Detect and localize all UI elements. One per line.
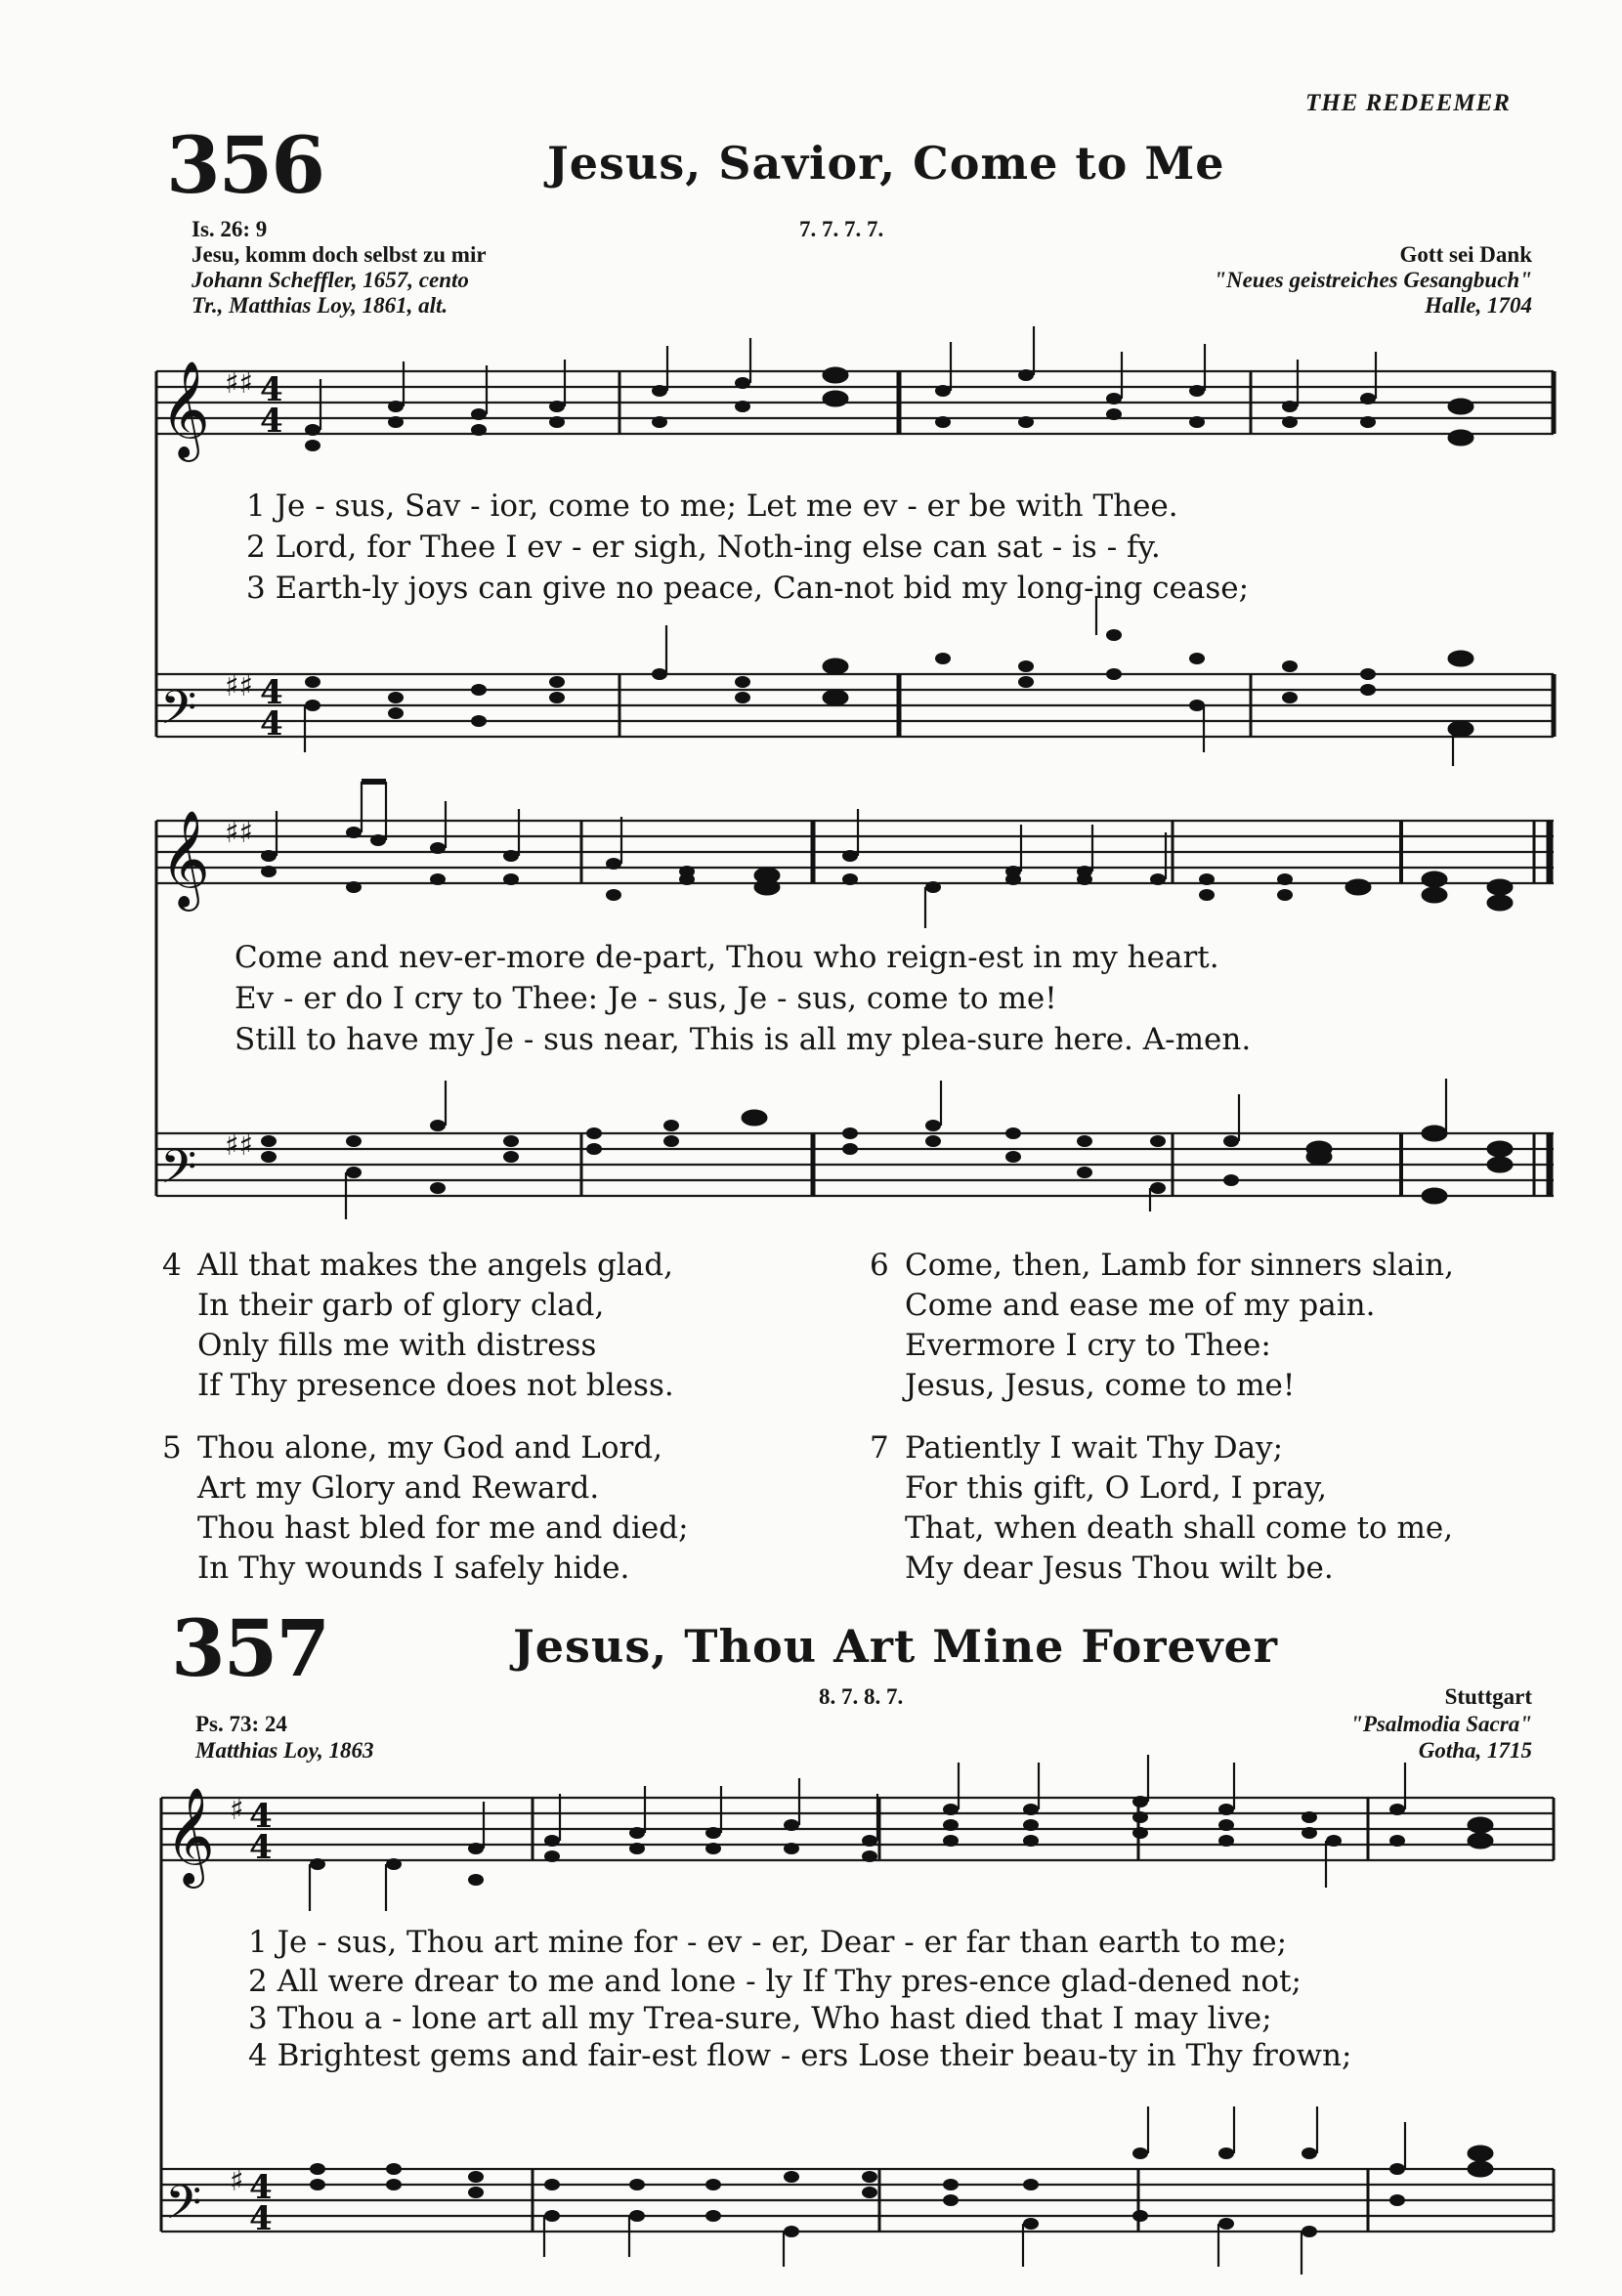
sharp-icon: ♯♯: [225, 669, 254, 703]
sharp-icon: ♯♯: [225, 366, 254, 401]
scripture-ref-356: Is. 26: 9: [192, 217, 268, 241]
verse-line: All that makes the angels glad,: [197, 1248, 673, 1283]
verse-6: [870, 1246, 1554, 1406]
hymn-357-title: Jesus, Thou Art Mine Forever: [513, 1620, 1278, 1673]
bass-clef-icon: 𝄢: [165, 2175, 202, 2241]
lyric-line: 1 Je - sus, Thou art mine for - ev - er, Dear - er far than earth to me;: [248, 1925, 1288, 1960]
tune-name-356: Gott sei Dank: [1399, 242, 1532, 267]
lyric-line: Come and nev-er-more de-part, Thou who reign-est in my heart.: [235, 940, 1219, 975]
time-sig-bottom: 4: [260, 402, 283, 441]
time-sig-top: 4: [249, 1797, 273, 1836]
hymn-357-number: 357: [171, 1602, 328, 1694]
time-sig-bottom: 4: [260, 704, 283, 744]
scripture-ref-357: Ps. 73: 24: [195, 1712, 287, 1736]
author-credit-356: Johann Scheffler, 1657, cento: [192, 268, 469, 292]
section-header: THE REDEEMER: [1305, 90, 1511, 116]
time-sig-bottom: 4: [249, 1828, 273, 1867]
time-sig-top: 4: [249, 2168, 273, 2207]
treble-staff: [161, 1798, 1554, 1860]
tune-name-357: Stuttgart: [1444, 1684, 1532, 1709]
verse-line: Only fills me with distress: [197, 1328, 597, 1363]
lyric-line: Still to have my Je - sus near, This is all my plea-sure here. A-men.: [235, 1022, 1252, 1057]
verse-line: In Thy wounds I safely hide.: [197, 1551, 630, 1586]
german-title: Jesu, komm doch selbst zu mir: [192, 242, 487, 267]
verse-number: 7: [870, 1430, 889, 1466]
bass-clef-icon: 𝄢: [160, 1139, 197, 1206]
meter-357: 8. 7. 8. 7.: [819, 1684, 904, 1709]
meter-356: 7. 7. 7. 7.: [799, 217, 884, 241]
treble-clef-icon: 𝄞: [160, 810, 210, 908]
lyric-line: 2 Lord, for Thee I ev - er sigh, Noth-ing else can sat - is - fy.: [246, 530, 1161, 565]
verse-line: Evermore I cry to Thee:: [905, 1328, 1271, 1363]
time-sig-bottom: 4: [249, 2199, 273, 2238]
verse-line: Thou hast bled for me and died;: [197, 1510, 689, 1546]
hymn-356-system-1-lyrics: [246, 489, 1575, 616]
lyric-line: Ev - er do I cry to Thee: Je - sus, Je - sus, come to me!: [235, 981, 1057, 1016]
treble-staff: [156, 371, 1554, 434]
sharp-icon: ♯: [230, 2164, 244, 2198]
tune-source-356: "Neues geistreiches Gesangbuch": [1214, 268, 1532, 292]
bass-staff: [156, 1133, 1554, 1196]
hymn-356-number: 356: [166, 119, 323, 211]
verse-number: 5: [162, 1430, 182, 1466]
author-credit-357: Matthias Loy, 1863: [195, 1738, 374, 1763]
treble-clef-icon: 𝄞: [160, 361, 210, 458]
bass-staff: [156, 674, 1554, 737]
lyric-line: 3 Thou a - lone art all my Trea-sure, Who hast died that I may live;: [248, 2001, 1272, 2036]
hymn-356-system-2-lyrics: [235, 940, 1573, 1067]
verse-line: Come and ease me of my pain.: [905, 1288, 1376, 1323]
time-sig-top: 4: [260, 673, 283, 712]
translator-credit-356: Tr., Matthias Loy, 1861, alt.: [192, 293, 448, 318]
verse-line: Jesus, Jesus, come to me!: [905, 1368, 1296, 1403]
verse-line: Thou alone, my God and Lord,: [197, 1430, 663, 1466]
hymn-356-title: Jesus, Savior, Come to Me: [547, 137, 1225, 190]
verse-4: [162, 1246, 748, 1406]
verse-line: If Thy presence does not bless.: [197, 1368, 674, 1403]
verse-number: 6: [870, 1248, 889, 1283]
verse-line: My dear Jesus Thou wilt be.: [905, 1551, 1334, 1586]
lyric-line: 3 Earth-ly joys can give no peace, Can-not bid my long-ing cease;: [246, 571, 1250, 606]
bass-clef-icon: 𝄢: [160, 680, 197, 746]
tune-date-356: Halle, 1704: [1425, 293, 1532, 318]
time-sig-top: 4: [260, 370, 283, 409]
lyric-line: 1 Je - sus, Sav - ior, come to me; Let me ev - er be with Thee.: [246, 489, 1178, 524]
verse-line: For this gift, O Lord, I pray,: [905, 1470, 1328, 1506]
sharp-icon: ♯: [230, 1793, 244, 1827]
verse-line: Art my Glory and Reward.: [197, 1470, 600, 1506]
verse-line: Patiently I wait Thy Day;: [905, 1430, 1284, 1466]
verse-line: Come, then, Lamb for sinners slain,: [905, 1248, 1454, 1283]
tune-source-357: "Psalmodia Sacra": [1350, 1712, 1532, 1736]
sharp-icon: ♯♯: [225, 816, 254, 850]
verse-5: [162, 1428, 748, 1589]
lyric-line: 2 All were drear to me and lone - ly If Thy pres-ence glad-dened not;: [248, 1964, 1302, 1999]
verse-number: 4: [162, 1248, 182, 1283]
tune-date-357: Gotha, 1715: [1418, 1738, 1532, 1763]
sharp-icon: ♯♯: [225, 1128, 254, 1163]
treble-clef-icon: 𝄞: [165, 1787, 215, 1885]
verse-7: [870, 1428, 1554, 1589]
verse-line: That, when death shall come to me,: [905, 1510, 1454, 1546]
bass-staff: [161, 2169, 1554, 2232]
verse-line: In their garb of glory clad,: [197, 1288, 605, 1323]
lyric-line: 4 Brightest gems and fair-est flow - ers Lose their beau-ty in Thy frown;: [248, 2038, 1352, 2073]
hymn-357-lyrics: [248, 1925, 1577, 2091]
